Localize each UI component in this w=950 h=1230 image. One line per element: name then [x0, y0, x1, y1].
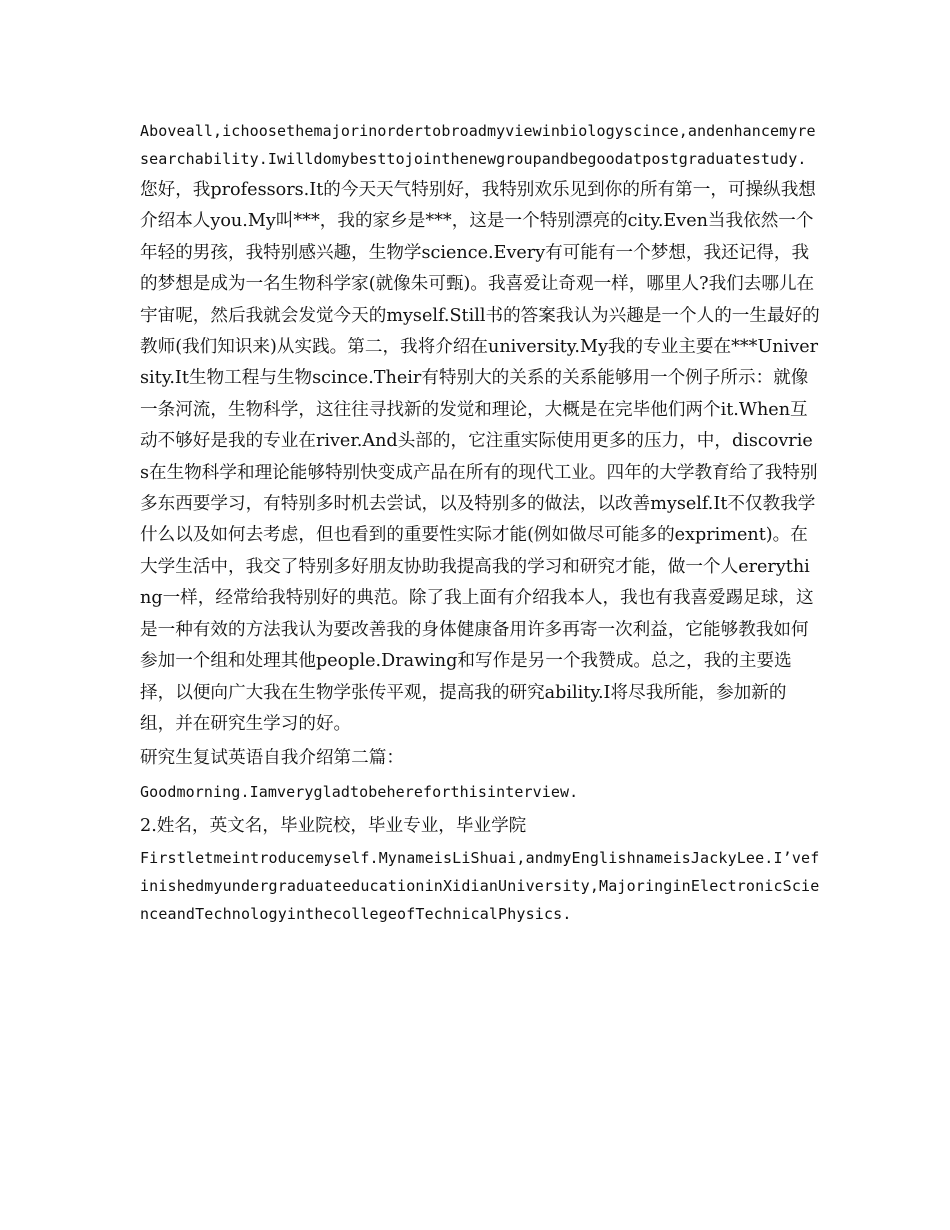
paragraph-greeting: Goodmorning.Iamverygladtobehereforthisinterview. — [140, 783, 579, 802]
paragraph-self-introduction-chinese: 您好，我professors.It的今天天气特别好，我特别欢乐见到你的所有第一，可操纵我想介绍本人you.My叫***，我的家乡是***，这是一个特别漂亮的city.Even当我依然一个年轻的男孩，我特别感兴趣，生物学science.Every有可能有一个梦想，我还记得，我的梦想是成为一名生物科学家(就像朱可甄)。我喜爱让奇观一样，哪里人?我们去哪儿在宇宙呢，然后我就会发觉今天的myself.Still书的答案我认为兴趣是一个人的一生最好的教师(我们知识来)从实践。第二，我将介绍在university.My我的专业主要在***University.It生物工程与生物scince.Their有特别大的关系的关系能够用一个例子所示：就像一条河流，生物科学，这往往寻找新的发觉和理论，大概是在完毕他们两个it.When互动不够好是我的专业在river.And头部的，它注重实际使用更多的压力，中，discovries在生物科学和理论能够特别快变成产品在所有的现代工业。四年的大学教育给了我特别多东西要学习，有特别多时机去尝试，以及特别多的做法，以改善myself.It不仅教我学什么以及如何去考虑，但也看到的重要性实际才能(例如做尽可能多的expriment)。在大学生活中，我交了特别多好朋友协助我提高我的学习和研究才能，做一个人ererything一样，经常给我特别好的典范。除了我上面有介绍我本人，我也有我喜爱踢足球，这是一种有效的方法我认为要改善我的身体健康备用许多再寄一次利益，它能够教我如何参加一个组和处理其他people.Drawing和写作是另一个我赞成。总之，我的主要选择，以便向广大我在生物学张传平观，提高我的研究ability.I将尽我所能，参加新的组，并在研究生学习的好。 — [140, 180, 820, 734]
paragraph-first-introduction: Firstletmeintroducemyself.MynameisLiShuai,andmyEnglishnameisJackyLee.I’vefinishedmyundergraduateeducationinXidianUniversity,MajoringinElectronicScienceandTechnologyinthecollegeofTechnicalPhysics. — [140, 849, 820, 924]
list-item-personal-info: 2.姓名，英文名，毕业院校，毕业专业，毕业学院 — [140, 816, 527, 837]
paragraph-conclusion-english: Aboveall,ichoosethemajorinordertobroadmyviewinbiologyscince,andenhancemyresearchability.Iwilldomybesttojointhenewgroupandbegoodatpostgraduatestudy. — [140, 122, 816, 168]
section-heading-second-article: 研究生复试英语自我介绍第二篇： — [140, 748, 404, 769]
document-page — [140, 117, 820, 928]
